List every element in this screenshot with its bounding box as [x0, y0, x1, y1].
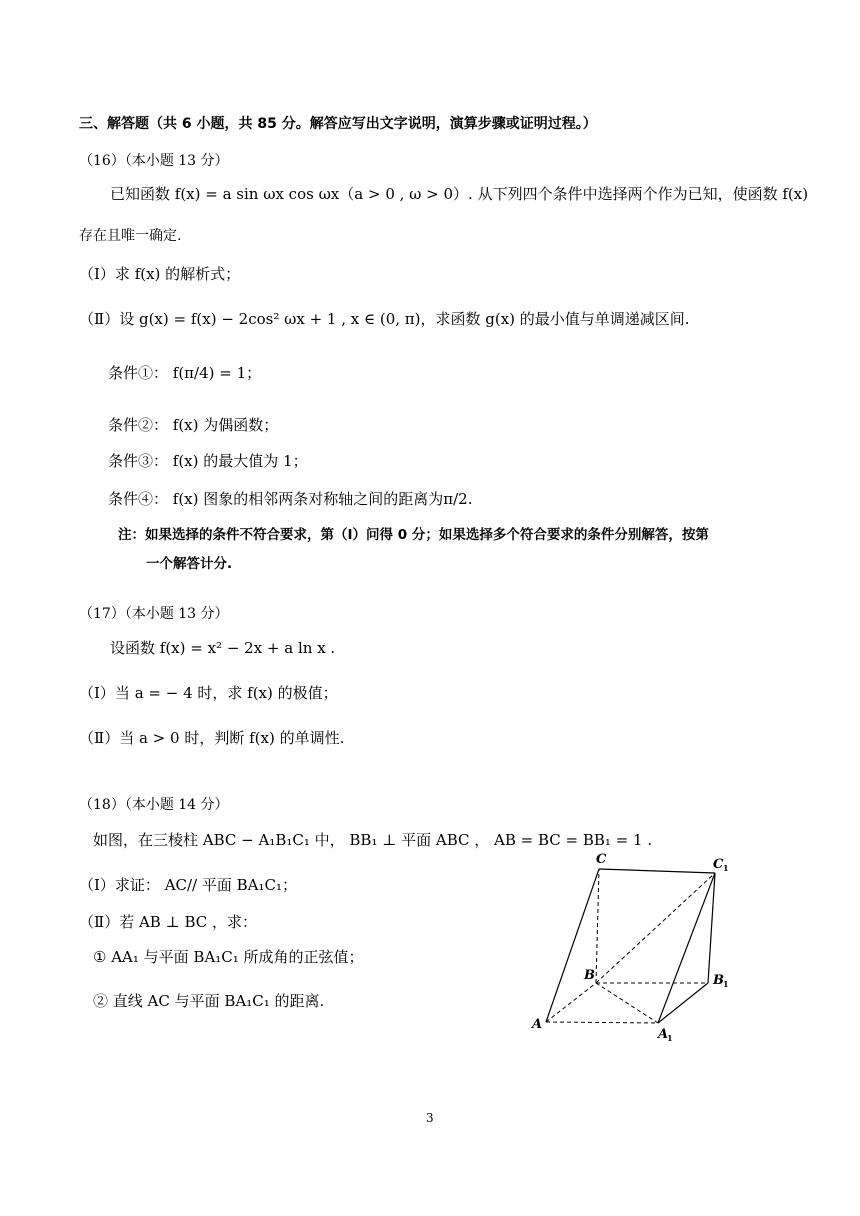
- label-c1: C: [713, 857, 724, 872]
- q16-condition-1: 条件①： f(π/4) = 1；: [108, 364, 262, 382]
- q16-part2: （Ⅱ）设 g(x) = f(x) − 2cos² ωx + 1 , x ∈ (0, π)，求函数 g(x) 的最小值与单调递减区间.: [79, 310, 690, 328]
- q17-header: （17）（本小题 13 分）: [79, 606, 229, 622]
- q17-part1: （Ⅰ）当 a = − 4 时，求 f(x) 的极值；: [79, 684, 338, 702]
- label-b: B: [584, 968, 595, 983]
- page-number: 3: [426, 1111, 434, 1125]
- q18-subpart-2: ② 直线 AC 与平面 BA₁C₁ 的距离.: [93, 992, 325, 1010]
- label-b1-sub: 1: [723, 979, 729, 989]
- edge-b-c-dashed: [596, 869, 599, 983]
- q18-intro: 如图，在三棱柱 ABC − A₁B₁C₁ 中， BB₁ ⊥ 平面 ABC ， AB = BC = BB₁ = 1 .: [93, 831, 653, 849]
- label-b1: B: [713, 973, 724, 988]
- prism-figure: [522, 846, 752, 1046]
- q16-part1: （Ⅰ）求 f(x) 的解析式；: [79, 265, 241, 283]
- edge-a-c: [546, 869, 599, 1022]
- q16-condition-4: 条件④： f(x) 图象的相邻两条对称轴之间的距离为π/2.: [108, 490, 473, 508]
- label-c: C: [596, 852, 607, 867]
- q16-condition-3: 条件③： f(x) 的最大值为 1；: [108, 452, 308, 470]
- edge-a-b-dashed: [546, 983, 596, 1022]
- label-a: A: [532, 1017, 543, 1032]
- q16-intro-cont: 存在且唯一确定.: [79, 228, 182, 244]
- q16-note-line1: 注：如果选择的条件不符合要求，第（I）问得 0 分；如果选择多个符合要求的条件分别解答，按第: [118, 527, 709, 543]
- q16-condition-2: 条件②： f(x) 为偶函数；: [108, 416, 279, 434]
- edge-c-c1: [599, 869, 715, 873]
- label-a1: A: [658, 1027, 669, 1042]
- section-heading: 三、解答题（共 6 小题，共 85 分。解答应写出文字说明，演算步骤或证明过程。）: [79, 116, 597, 132]
- q16-intro: 已知函数 f(x) = a sin ωx cos ωx（a > 0 , ω > 0）. 从下列四个条件中选择两个作为已知，使函数 f(x): [110, 185, 809, 203]
- q16-note-line2: 一个解答计分.: [146, 556, 233, 572]
- edge-b-a1-dashed: [596, 983, 658, 1023]
- q17-part2: （Ⅱ）当 a > 0 时，判断 f(x) 的单调性.: [79, 729, 345, 747]
- q17-intro: 设函数 f(x) = x² − 2x + a ln x .: [110, 639, 336, 657]
- q18-subpart-1: ① AA₁ 与平面 BA₁C₁ 所成角的正弦值；: [93, 948, 364, 966]
- q18-part2: （Ⅱ）若 AB ⊥ BC ，求：: [79, 913, 258, 931]
- edge-a-a1-dashed: [546, 1022, 658, 1023]
- q18-header: （18）（本小题 14 分）: [79, 797, 229, 813]
- q18-part1: （Ⅰ）求证： AC// 平面 BA₁C₁；: [79, 876, 298, 894]
- q16-header: （16）（本小题 13 分）: [79, 153, 229, 169]
- edge-b-c1-dashed: [596, 873, 715, 983]
- label-a1-sub: 1: [667, 1033, 673, 1043]
- label-c1-sub: 1: [723, 863, 729, 873]
